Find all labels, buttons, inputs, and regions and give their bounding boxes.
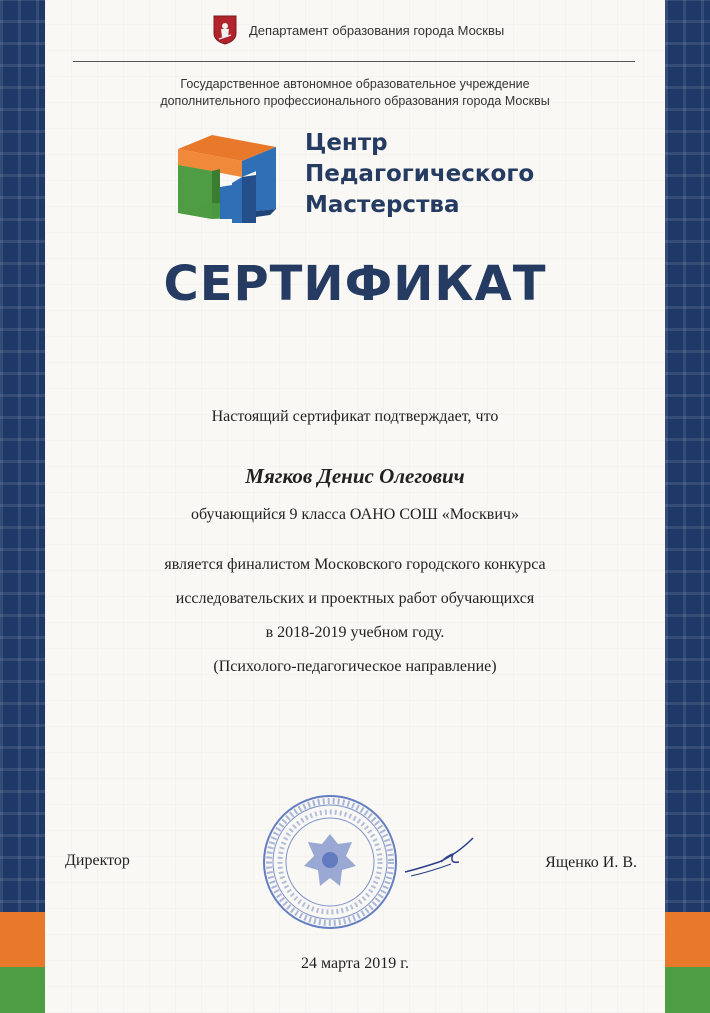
body-line-2: исследовательских и проектных работ обучающихся [175,590,535,607]
left-orange-stripe [0,912,45,967]
right-green-stripe [665,967,710,1013]
organization-line-1: Государственное автономное образовательное учреждение [180,77,530,91]
logo-text-line-2: Педагогического [305,161,535,187]
certificate-title: СЕРТИФИКАТ [163,256,547,312]
cpm-logo-text [305,128,534,221]
certificate-sheet [45,0,665,1013]
header-divider [73,61,635,62]
organization-name [45,76,665,110]
official-seal-icon [260,792,400,932]
logo-text-line-3: Мастерства [305,192,460,218]
department-header [213,12,504,48]
right-orange-stripe [665,912,710,967]
logo-text-line-1: Центр [305,130,388,156]
body-line-3: в 2018-2019 учебном году. [265,624,445,641]
right-border [665,0,710,1013]
signer-role: Директор [65,852,130,869]
confirmation-text: Настоящий сертификат подтверждает, что [211,408,499,425]
department-title: Департамент образования города Москвы [249,22,505,38]
left-border [0,0,45,1013]
handwritten-signature-icon [401,832,479,882]
issue-date: 24 марта 2019 г. [301,955,409,972]
body-line-1: является финалистом Московского городского конкурса [164,556,546,573]
left-green-stripe [0,967,45,1013]
competition-direction: (Психолого-педагогическое направление) [213,658,497,675]
signer-name: Ященко И. В. [545,854,637,871]
cpm-logo-icon [172,127,282,229]
recipient-name: Мягков Денис Олегович [245,464,465,488]
student-info: обучающийся 9 класса ОАНО СОШ «Москвич» [191,506,519,523]
moscow-coat-of-arms-icon [213,15,237,45]
organization-line-2: дополнительного профессионального образования города Москвы [160,94,550,108]
